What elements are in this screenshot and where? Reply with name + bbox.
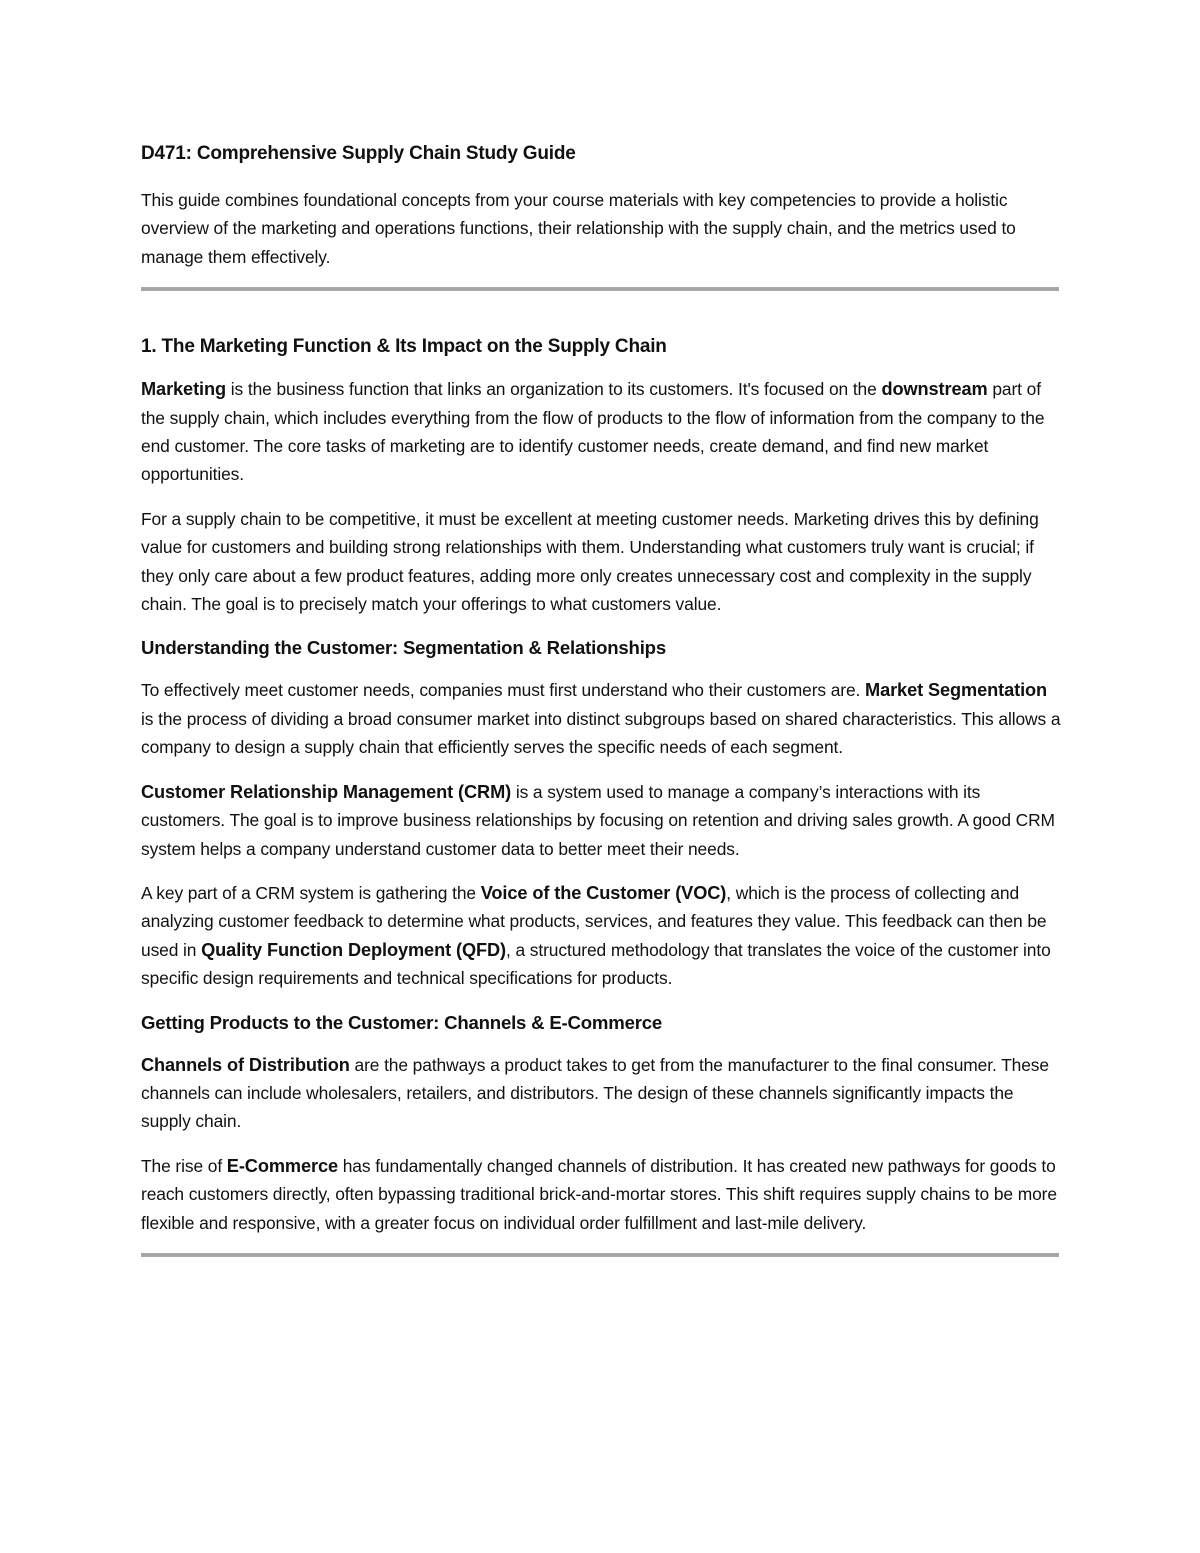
- channels-paragraph: [141, 1051, 1061, 1136]
- subheading-customer: Understanding the Customer: Segmentation & Relationships: [141, 637, 666, 659]
- term-marketing: Marketing: [141, 379, 227, 400]
- intro-paragraph: This guide combines foundational concepts from your course materials with key competencies to provide a holistic overview of the marketing and operations functions, their relationship with the supply chain, and the metrics used to manage them effectively.: [141, 190, 1016, 267]
- text-run: To effectively meet customer needs, companies must first understand who their customers are.: [141, 680, 866, 701]
- subheading-channels: Getting Products to the Customer: Channels & E-Commerce: [141, 1011, 663, 1033]
- text-run: is a system used to manage a company’s interactions with its customers. The goal is to improve business relationships by focusing on retention and driving sales growth. A good CRM system helps a company understand customer data to better meet their needs.: [141, 781, 1055, 859]
- text-run: part of the supply chain, which includes everything from the flow of products to the flow of information from the company to the end customer. The core tasks of marketing are to identify customer needs, create demand, and find new market opportunities.: [141, 379, 1045, 485]
- crm-paragraph: [141, 778, 1061, 863]
- document-page: [141, 140, 1061, 1257]
- text-run: , which is the process of collecting and analyzing customer feedback to determine what products, services, and features they value. This feedback can then be used in: [141, 882, 1047, 960]
- text-run: is the business function that links an organization to its customers. It's focused on the: [226, 379, 882, 400]
- term-crm: Customer Relationship Management (CRM): [141, 781, 512, 802]
- term-downstream: downstream: [881, 379, 988, 400]
- horizontal-divider: [141, 1253, 1059, 1257]
- section-heading-marketing: 1. The Marketing Function & Its Impact on the Supply Chain: [141, 336, 667, 358]
- text-run: is the process of dividing a broad consumer market into distinct subgroups based on shared characteristics. This allows a company to design a supply chain that efficiently serves the specific needs of each segment.: [141, 708, 1061, 758]
- text-run: The rise of: [141, 1155, 227, 1176]
- term-e-commerce: E-Commerce: [226, 1155, 338, 1176]
- segmentation-paragraph: [141, 676, 1061, 761]
- text-run: has fundamentally changed channels of distribution. It has created new pathways for goods to reach customers directly, often bypassing traditional brick-and-mortar stores. This shift requires supply chains to be more flexible and responsive, with a greater focus on individual order fulfillment and last-mile delivery.: [141, 1155, 1057, 1233]
- text-run: A key part of a CRM system is gathering the: [141, 882, 481, 903]
- term-channels-of-distribution: Channels of Distribution: [141, 1054, 350, 1075]
- ecommerce-paragraph: [141, 1152, 1061, 1237]
- marketing-definition-paragraph: [141, 375, 1061, 489]
- term-market-segmentation: Market Segmentation: [865, 680, 1048, 701]
- term-voc: Voice of the Customer (VOC): [480, 882, 727, 903]
- document-title: D471: Comprehensive Supply Chain Study Guide: [141, 143, 576, 164]
- competitiveness-paragraph: For a supply chain to be competitive, it must be excellent at meeting customer needs. Marketing drives this by defining value for customers and building strong relationships with them. Understanding what customers truly want is crucial; if they only care about a few product features, adding more only creates unnecessary cost and complexity in the supply chain. The goal is to precisely match your offerings to what customers value.: [141, 508, 1039, 615]
- text-run: , a structured methodology that translates the voice of the customer into specific design requirements and technical specifications for products.: [141, 939, 1051, 989]
- term-qfd: Quality Function Deployment (QFD): [201, 939, 507, 960]
- voc-qfd-paragraph: [141, 879, 1061, 993]
- horizontal-divider: [141, 287, 1059, 291]
- text-run: are the pathways a product takes to get from the manufacturer to the final consumer. These channels can include wholesalers, retailers, and distributors. The design of these channels significantly impacts the supply chain.: [141, 1054, 1049, 1132]
